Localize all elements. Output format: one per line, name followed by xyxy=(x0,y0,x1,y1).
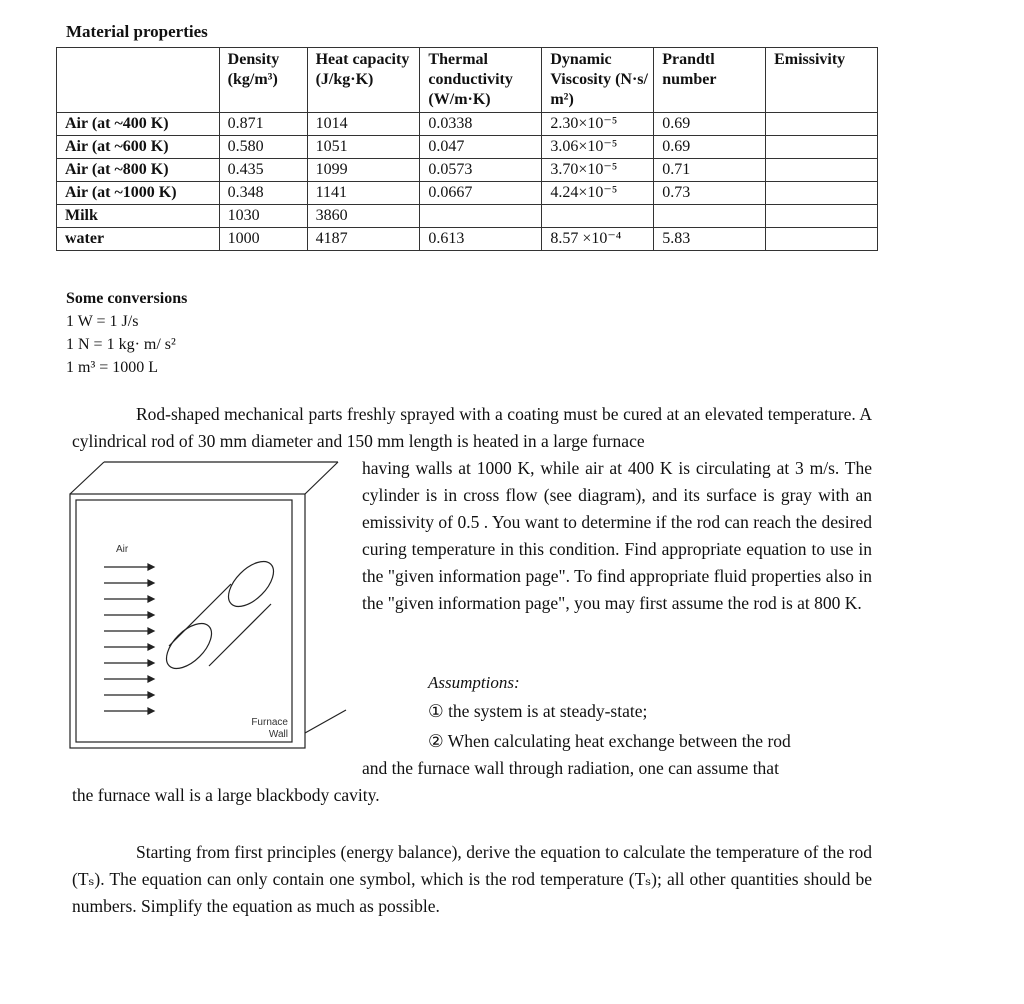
furnace-edge-line xyxy=(305,462,338,494)
cell-heat-capacity: 1051 xyxy=(307,136,420,159)
cell-prandtl xyxy=(654,205,766,228)
cell-viscosity: 2.30×10⁻⁵ xyxy=(542,113,654,136)
cell-density: 1030 xyxy=(219,205,307,228)
cell-emissivity xyxy=(766,205,878,228)
cell-heat-capacity: 4187 xyxy=(307,228,420,251)
header-emissivity: Emissivity xyxy=(766,48,878,113)
cell-density: 0.435 xyxy=(219,159,307,182)
cell-conductivity: 0.0338 xyxy=(420,113,542,136)
furnace-edge-line xyxy=(70,462,104,494)
cell-prandtl: 5.83 xyxy=(654,228,766,251)
cell-density: 0.871 xyxy=(219,113,307,136)
material-properties-table xyxy=(56,47,878,251)
conversions-block xyxy=(66,287,187,379)
cell-emissivity xyxy=(766,228,878,251)
cell-conductivity: 0.047 xyxy=(420,136,542,159)
cell-density: 1000 xyxy=(219,228,307,251)
cell-heat-capacity: 1014 xyxy=(307,113,420,136)
assumptions-title: Assumptions: xyxy=(428,673,520,692)
air-label: Air xyxy=(116,544,129,555)
cell-heat-capacity: 1099 xyxy=(307,159,420,182)
table-row xyxy=(57,136,878,159)
material-properties-title: Material properties xyxy=(66,22,208,41)
cell-viscosity: 8.57 ×10⁻⁴ xyxy=(542,228,654,251)
cell-emissivity xyxy=(766,182,878,205)
cell-viscosity: 4.24×10⁻⁵ xyxy=(542,182,654,205)
air-flow-arrows xyxy=(104,564,154,714)
cell-prandtl: 0.71 xyxy=(654,159,766,182)
table-row xyxy=(57,182,878,205)
cell-density: 0.348 xyxy=(219,182,307,205)
table-row xyxy=(57,205,878,228)
cell-heat-capacity: 3860 xyxy=(307,205,420,228)
table-header-row xyxy=(57,48,878,113)
furnace-diagram xyxy=(68,460,358,755)
assumption-2-lead: ② When calculating heat exchange between the rod xyxy=(428,731,791,751)
cell-viscosity: 3.06×10⁻⁵ xyxy=(542,136,654,159)
assumption-2-cont: and the furnace wall through radiation, one can assume that xyxy=(362,758,779,778)
furnace-inner-wall xyxy=(76,500,292,742)
table-row xyxy=(57,159,878,182)
conversion-item: 1 N = 1 kg· m/ s² xyxy=(66,336,176,353)
cell-conductivity: 0.0573 xyxy=(420,159,542,182)
assumption-1: ① the system is at steady-state; xyxy=(428,701,648,721)
cell-material: Air (at ~1000 K) xyxy=(57,182,220,205)
cell-emissivity xyxy=(766,159,878,182)
cell-material: water xyxy=(57,228,220,251)
furnace-wall-label: Furnace xyxy=(251,717,288,728)
table-row xyxy=(57,113,878,136)
cell-emissivity xyxy=(766,136,878,159)
furnace-outer-wall xyxy=(70,494,305,748)
header-conductivity: Thermal conductivity (W/m·K) xyxy=(420,48,542,113)
header-material xyxy=(57,48,220,113)
furnace-wall-label: Wall xyxy=(268,729,288,740)
header-viscosity: Dynamic Viscosity (N·s/ m²) xyxy=(542,48,654,113)
cell-prandtl: 0.69 xyxy=(654,113,766,136)
cell-emissivity xyxy=(766,113,878,136)
task-instructions: Starting from first principles (energy balance), derive the equation to calculate the temperature of the rod (Tₛ). The equation can only contain one symbol, which is the rod temperature (Tₛ); all other quantities should be numbers. Simplify the equation as much as possible. xyxy=(72,842,872,916)
conversions-title: Some conversions xyxy=(66,290,188,307)
rod-cylinder xyxy=(159,554,282,677)
assumption-2-end: the furnace wall is a large blackbody cavity. xyxy=(72,785,380,805)
cell-material: Air (at ~400 K) xyxy=(57,113,220,136)
cell-prandtl: 0.69 xyxy=(654,136,766,159)
cell-conductivity: 0.613 xyxy=(420,228,542,251)
cell-viscosity xyxy=(542,205,654,228)
conversion-item: 1 W = 1 J/s xyxy=(66,313,139,330)
furnace-edge-line xyxy=(305,710,346,733)
cell-conductivity: 0.0667 xyxy=(420,182,542,205)
cell-viscosity: 3.70×10⁻⁵ xyxy=(542,159,654,182)
header-density: Density (kg/m³) xyxy=(219,48,307,113)
problem-intro: Rod-shaped mechanical parts freshly sprayed with a coating must be cured at an elevated temperature. A cylindrical rod of 30 mm diameter and 150 mm length is heated in a large furnace xyxy=(72,404,872,451)
cell-density: 0.580 xyxy=(219,136,307,159)
cell-prandtl: 0.73 xyxy=(654,182,766,205)
cell-conductivity xyxy=(420,205,542,228)
cell-material: Milk xyxy=(57,205,220,228)
header-prandtl: Prandtl number xyxy=(654,48,766,113)
problem-description: having walls at 1000 K, while air at 400 K is circulating at 3 m/s. The cylinder is in cross flow (see diagram), and its surface is gray with an emissivity of 0.5 . You want to determine if the rod can reach the desired curing temperature in this condition. Find appropriate equation to use in the "given information page". To find appropriate fluid properties also in the "given information page", you may first assume the rod is at 800 K. xyxy=(362,458,872,613)
header-heat-capacity: Heat capacity (J/kg·K) xyxy=(307,48,420,113)
cell-material: Air (at ~600 K) xyxy=(57,136,220,159)
conversion-item: 1 m³ = 1000 L xyxy=(66,359,159,376)
cell-material: Air (at ~800 K) xyxy=(57,159,220,182)
cell-heat-capacity: 1141 xyxy=(307,182,420,205)
table-row xyxy=(57,228,878,251)
